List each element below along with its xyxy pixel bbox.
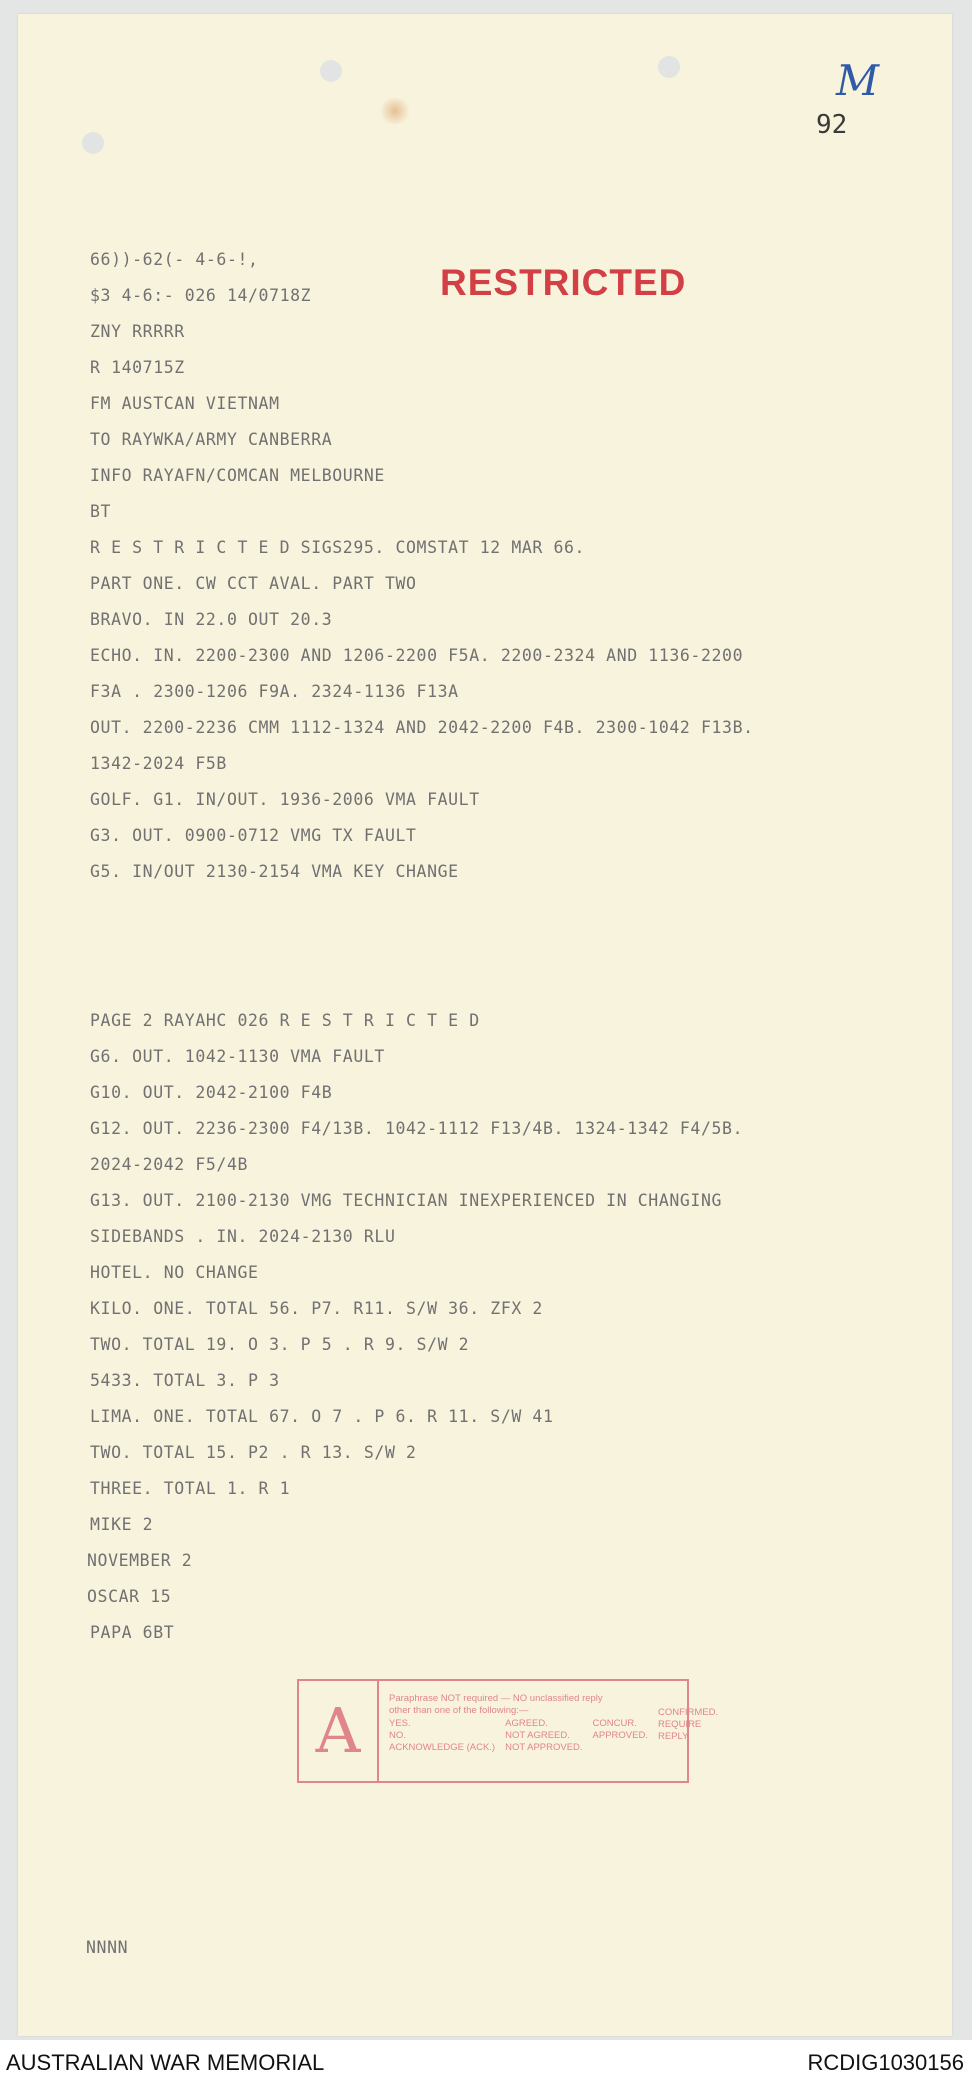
message-line: KILO. ONE. TOTAL 56. P7. R11. S/W 36. ZFX 2 xyxy=(90,1299,543,1318)
approval-option: CONFIRMED. xyxy=(657,1707,719,1718)
punch-hole xyxy=(320,60,342,82)
punch-hole xyxy=(658,56,680,78)
message-line: PAPA 6BT xyxy=(90,1623,175,1642)
page-number: 92 xyxy=(816,110,848,140)
message-line: LIMA. ONE. TOTAL 67. O 7 . P 6. R 11. S/W 41 xyxy=(90,1407,554,1426)
message-line: TO RAYWKA/ARMY CANBERRA xyxy=(90,430,333,449)
approval-line: Paraphrase NOT required — NO unclassified reply xyxy=(389,1693,603,1704)
message-line: FM AUSTCAN VIETNAM xyxy=(90,394,280,413)
message-line: GOLF. G1. IN/OUT. 1936-2006 VMA FAULT xyxy=(90,790,480,809)
message-line: 5433. TOTAL 3. P 3 xyxy=(90,1371,280,1390)
approval-option: NO. xyxy=(389,1730,406,1741)
message-line: HOTEL. NO CHANGE xyxy=(90,1263,259,1282)
message-line: SIDEBANDS . IN. 2024-2130 RLU xyxy=(90,1227,396,1246)
message-line: PAGE 2 RAYAHC 026 R E S T R I C T E D xyxy=(90,1011,480,1030)
message-line: G10. OUT. 2042-2100 F4B xyxy=(90,1083,333,1102)
approval-option: ACKNOWLEDGE (ACK.) xyxy=(389,1742,496,1753)
archive-credit: AUSTRALIAN WAR MEMORIAL xyxy=(6,2050,325,2075)
message-line: ECHO. IN. 2200-2300 AND 1206-2200 F5A. 2200-2324 AND 1136-2200 xyxy=(90,646,744,665)
approval-option: NOT APPROVED. xyxy=(505,1742,583,1753)
message-line: R E S T R I C T E D SIGS295. COMSTAT 12 MAR 66. xyxy=(90,538,586,557)
message-line: ZNY RRRRR xyxy=(90,322,185,341)
approval-option: CONCUR. xyxy=(592,1718,637,1729)
message-line: F3A . 2300-1206 F9A. 2324-1136 F13A xyxy=(90,682,459,701)
message-line: NOVEMBER 2 xyxy=(87,1551,193,1570)
message-line: G5. IN/OUT 2130-2154 VMA KEY CHANGE xyxy=(90,862,459,881)
message-line: $3 4-6:- 026 14/0718Z xyxy=(90,286,312,305)
message-line: OSCAR 15 xyxy=(87,1587,172,1606)
handwritten-mark: M xyxy=(836,56,880,105)
message-line: NNNN xyxy=(86,1938,129,1957)
approval-option: REQUIRE REPLY. xyxy=(657,1719,702,1742)
message-line: OUT. 2200-2236 CMM 1112-1324 AND 2042-2200 F4B. 2300-1042 F13B. xyxy=(90,718,754,737)
approval-option: YES. xyxy=(389,1718,411,1729)
message-line: PART ONE. CW CCT AVAL. PART TWO xyxy=(90,574,417,593)
message-line: R 140715Z xyxy=(90,358,185,377)
approval-line: other than one of the following:— xyxy=(389,1705,529,1716)
message-line: TWO. TOTAL 15. P2 . R 13. S/W 2 xyxy=(90,1443,417,1462)
approval-letter: A xyxy=(315,1694,361,1767)
message-line: INFO RAYAFN/COMCAN MELBOURNE xyxy=(90,466,385,485)
paper-stain xyxy=(378,98,412,124)
message-line: 1342-2024 F5B xyxy=(90,754,227,773)
message-line: 2024-2042 F5/4B xyxy=(90,1155,249,1174)
message-line: G12. OUT. 2236-2300 F4/13B. 1042-1112 F13/4B. 1324-1342 F4/5B. xyxy=(90,1119,744,1138)
message-line: TWO. TOTAL 19. O 3. P 5 . R 9. S/W 2 xyxy=(90,1335,470,1354)
approval-letter-box xyxy=(299,1681,379,1781)
archive-reference: RCDIG1030156 xyxy=(807,2050,964,2075)
message-line: BRAVO. IN 22.0 OUT 20.3 xyxy=(90,610,333,629)
message-line: G13. OUT. 2100-2130 VMG TECHNICIAN INEXPERIENCED IN CHANGING xyxy=(90,1191,723,1210)
approval-options xyxy=(389,1718,648,1754)
message-line: 66))-62(- 4-6-!, xyxy=(90,250,259,269)
message-line: G3. OUT. 0900-0712 VMG TX FAULT xyxy=(90,826,417,845)
message-line: MIKE 2 xyxy=(90,1515,154,1534)
message-line: THREE. TOTAL 1. R 1 xyxy=(90,1479,291,1498)
punch-hole xyxy=(82,132,104,154)
approval-text xyxy=(389,1693,719,1754)
approval-stamp xyxy=(297,1679,719,1783)
message-line: G6. OUT. 1042-1130 VMA FAULT xyxy=(90,1047,385,1066)
restricted-stamp: RESTRICTED xyxy=(440,262,687,303)
message-line: BT xyxy=(90,502,112,521)
approval-option: NOT AGREED. xyxy=(505,1730,570,1741)
approval-option: AGREED. xyxy=(505,1718,548,1729)
approval-option: APPROVED. xyxy=(592,1730,648,1741)
